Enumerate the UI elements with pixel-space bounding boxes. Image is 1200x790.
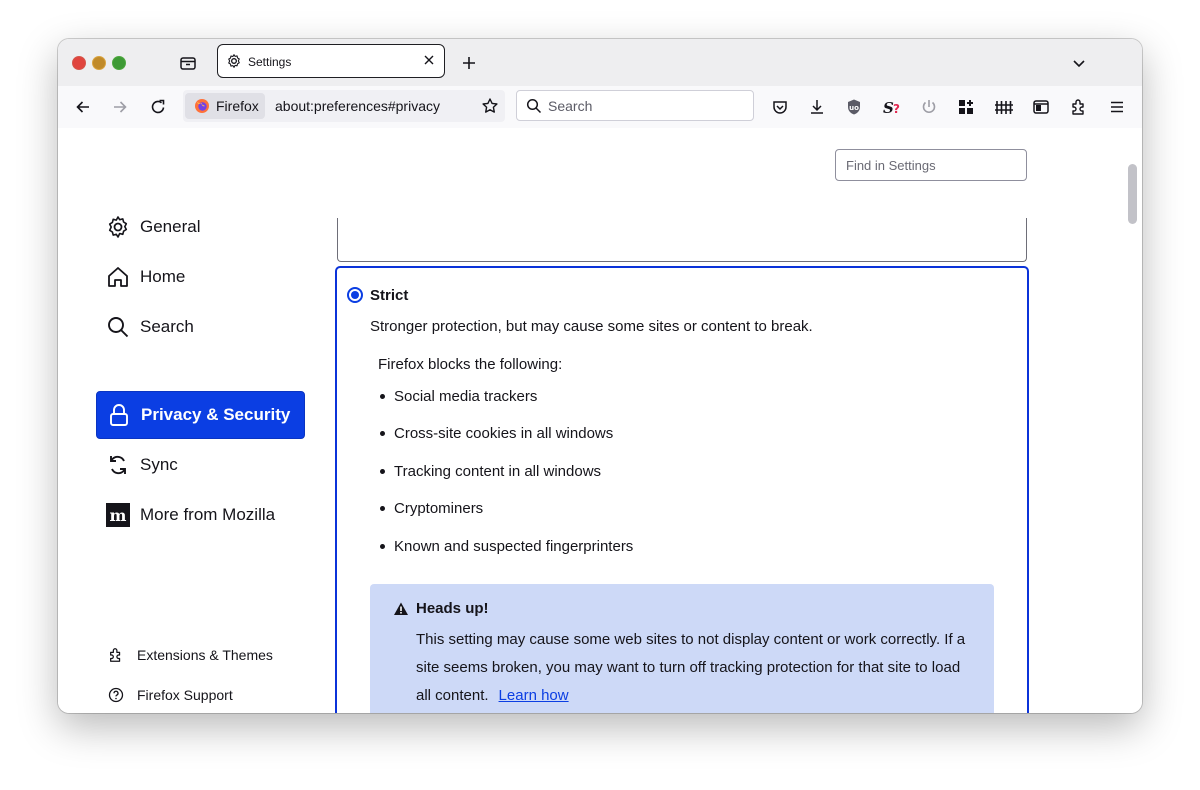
sidebar-item-label: Privacy & Security	[141, 405, 291, 424]
strict-radio[interactable]	[347, 287, 363, 303]
sidebar-item-privacy[interactable]	[96, 391, 305, 439]
strict-option-card[interactable]	[335, 266, 1029, 713]
extension-s-icon[interactable]	[882, 97, 902, 117]
sidebar-item-general[interactable]	[96, 204, 305, 250]
reload-icon[interactable]	[148, 97, 168, 117]
home-icon	[106, 265, 130, 289]
search-icon	[106, 315, 130, 339]
extensions-themes-link[interactable]	[108, 647, 273, 663]
identity-box[interactable]	[185, 93, 265, 119]
tab-title: Settings	[248, 55, 292, 69]
menu-icon[interactable]	[1107, 97, 1127, 117]
sidebar-item-label: More from Mozilla	[140, 505, 276, 524]
find-placeholder: Find in Settings	[846, 158, 936, 173]
sidebar-toggle-icon[interactable]	[1031, 97, 1051, 117]
standard-option-card[interactable]	[337, 218, 1027, 262]
sidebar-item-more-from-mozilla[interactable]	[96, 492, 305, 538]
identity-label: Firefox	[216, 98, 259, 114]
gear-icon	[106, 215, 130, 239]
svg-text:?: ?	[893, 102, 900, 116]
sidebar-item-label: Search	[140, 317, 194, 336]
strict-description: Stronger protection, but may cause some sites or content to break.	[370, 318, 813, 335]
search-input[interactable]	[516, 90, 754, 121]
downloads-icon[interactable]	[807, 97, 827, 117]
list-item: Tracking content in all windows	[380, 463, 601, 480]
forward-icon[interactable]	[110, 97, 130, 117]
find-in-settings-input[interactable]	[835, 149, 1027, 181]
fence-extension-icon[interactable]	[994, 97, 1014, 117]
close-tab-icon[interactable]	[422, 53, 436, 72]
new-tab-icon[interactable]	[459, 53, 479, 73]
search-icon	[526, 98, 542, 119]
extensions-icon[interactable]	[1069, 97, 1089, 117]
tab-settings[interactable]	[217, 44, 445, 78]
firefox-support-link[interactable]	[108, 687, 233, 703]
list-item: Social media trackers	[380, 388, 537, 405]
sidebar-item-sync[interactable]	[96, 442, 305, 488]
svg-text:S: S	[883, 99, 894, 116]
warning-body	[416, 626, 976, 710]
firefox-support-label: Firefox Support	[137, 687, 233, 703]
warning-text: This setting may cause some web sites to not display content or work correctly. If a site seems broken, you may want to turn off tracking protection for that site to load all content.	[416, 631, 966, 704]
navigation-toolbar	[58, 86, 1142, 129]
mozilla-icon	[106, 503, 130, 527]
sidebar-item-label: Sync	[140, 455, 178, 474]
zoom-window-button[interactable]	[112, 56, 126, 70]
extensions-themes-label: Extensions & Themes	[137, 647, 273, 663]
url-bar[interactable]	[183, 90, 505, 122]
lock-icon	[107, 403, 131, 427]
warning-title: Heads up!	[416, 600, 489, 617]
strict-title: Strict	[370, 287, 409, 304]
minimize-window-button[interactable]	[92, 56, 106, 70]
sidebar-item-home[interactable]	[96, 254, 305, 300]
list-item: Cryptominers	[380, 500, 483, 517]
list-item: Cross-site cookies in all windows	[380, 425, 613, 442]
sidebar-item-search[interactable]	[96, 304, 305, 350]
warning-icon	[393, 601, 409, 622]
sidebar-item-label: General	[140, 217, 201, 236]
learn-how-link[interactable]: Learn how	[498, 687, 569, 704]
power-icon[interactable]	[919, 97, 939, 117]
close-window-button[interactable]	[72, 56, 86, 70]
ublock-origin-icon[interactable]	[844, 97, 864, 117]
list-item: Known and suspected fingerprinters	[380, 538, 633, 555]
blocks-label: Firefox blocks the following:	[378, 356, 563, 373]
svg-text:uo: uo	[849, 104, 859, 112]
sidebar-item-label: Home	[140, 267, 186, 286]
firefox-logo-icon	[194, 98, 210, 114]
gear-icon	[226, 53, 242, 74]
browser-window	[58, 39, 1142, 713]
heads-up-warning	[370, 584, 994, 713]
puzzle-icon	[108, 647, 124, 663]
settings-page	[58, 128, 1142, 713]
svg-text:m: m	[109, 506, 127, 525]
help-icon	[108, 687, 124, 703]
back-icon[interactable]	[73, 97, 93, 117]
bookmark-star-icon[interactable]	[481, 97, 499, 120]
sync-icon	[106, 453, 130, 477]
scrollbar-thumb[interactable]	[1128, 164, 1137, 224]
url-text[interactable]: about:preferences#privacy	[275, 98, 440, 114]
tab-strip	[58, 39, 1142, 86]
firefox-view-icon[interactable]	[178, 53, 198, 73]
pocket-icon[interactable]	[770, 97, 790, 117]
grid-extension-icon[interactable]	[956, 97, 976, 117]
list-all-tabs-icon[interactable]	[1069, 53, 1089, 73]
search-placeholder: Search	[548, 98, 593, 114]
